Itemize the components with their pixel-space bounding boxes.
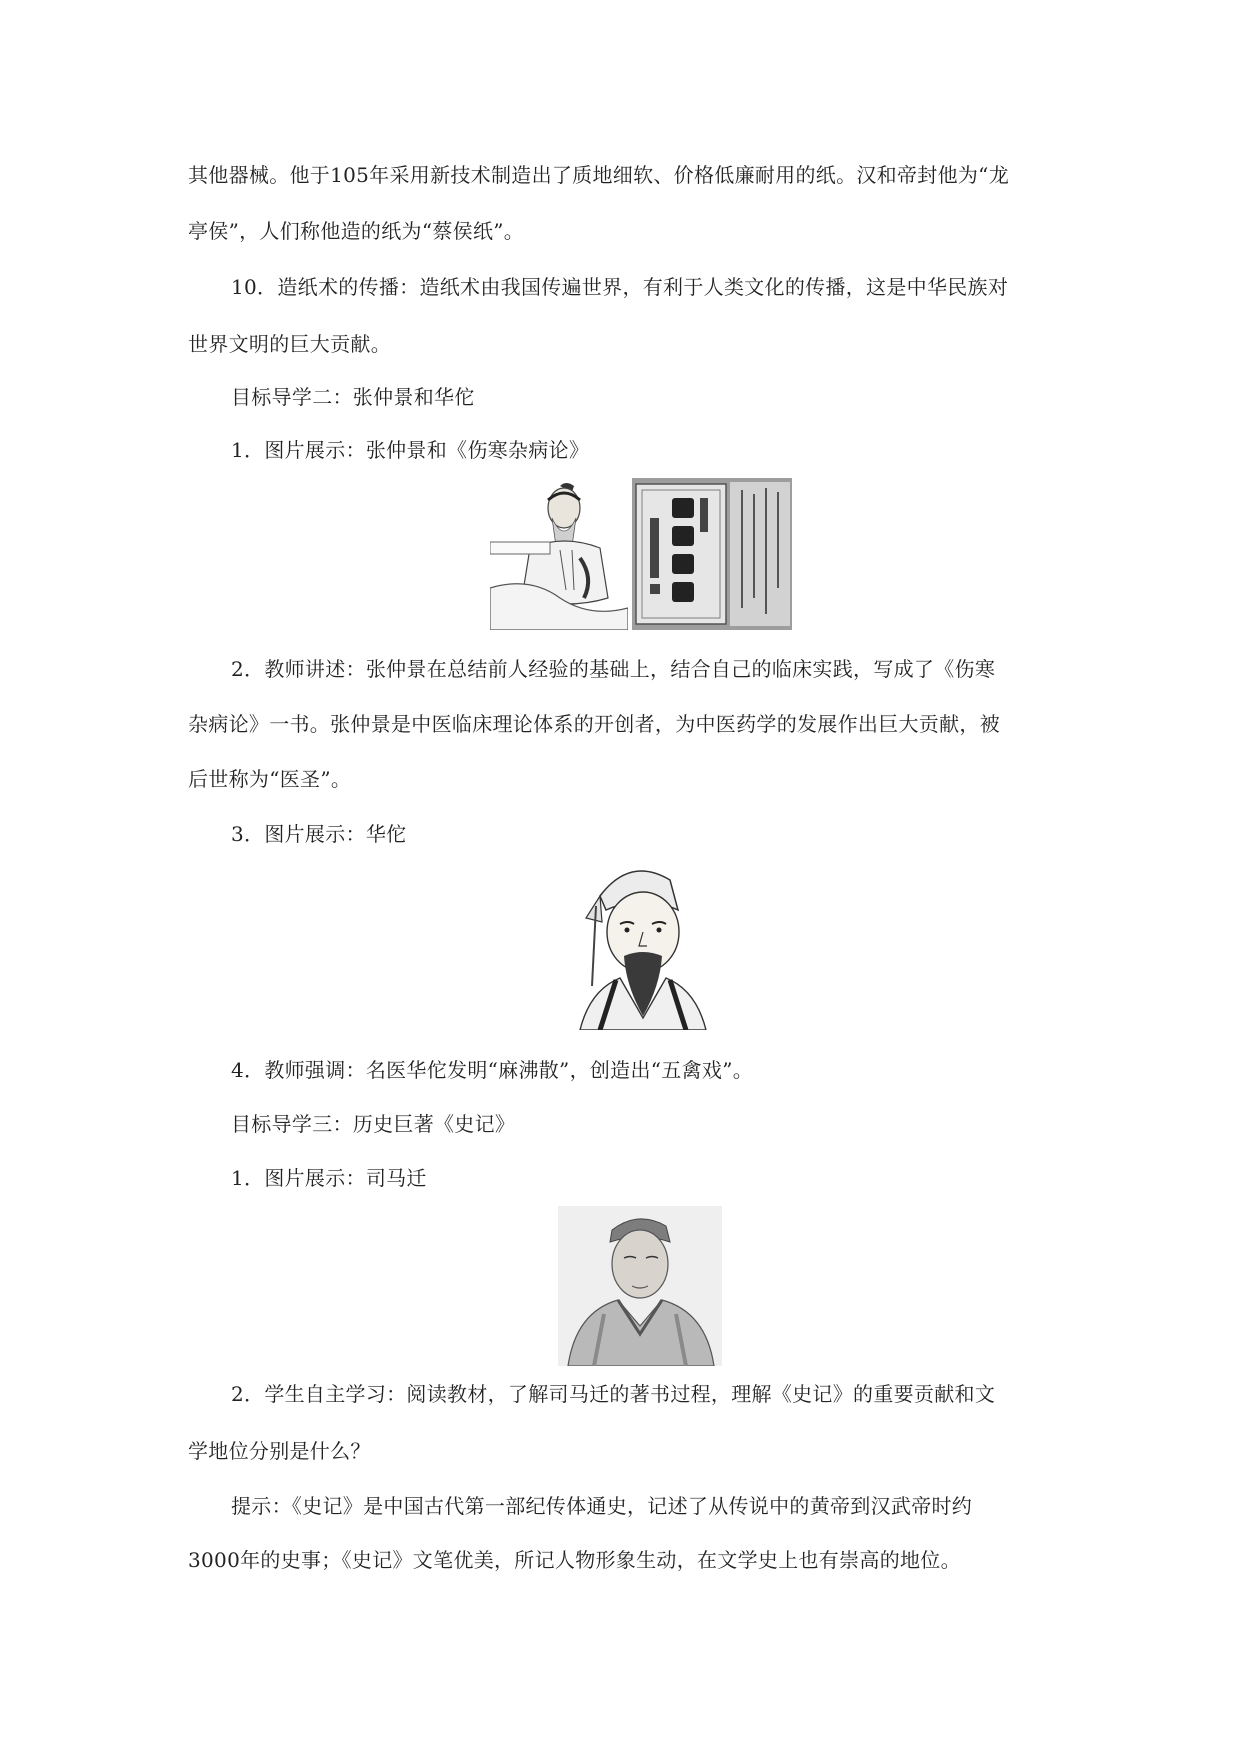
section-heading: 目标导学二：张仲景和华佗: [231, 385, 475, 409]
paragraph-line: 3000年的史事；《史记》文笔优美，所记人物形象生动，在文学史上也有崇高的地位。: [188, 1548, 961, 1572]
section-heading: 目标导学三：历史巨著《史记》: [231, 1112, 516, 1136]
sima-qian-portrait-image: [558, 1206, 722, 1366]
hua-tuo-portrait-image: [560, 866, 726, 1030]
paragraph-line: 2．学生自主学习：阅读教材，了解司马迁的著书过程，理解《史记》的重要贡献和文: [231, 1382, 996, 1406]
paragraph-line: 亭侯”，人们称他造的纸为“蔡侯纸”。: [188, 219, 525, 243]
paragraph-line: 2．教师讲述：张仲景在总结前人经验的基础上，结合自己的临床实践，写成了《伤寒: [231, 657, 996, 681]
paragraph-line: 4．教师强调：名医华佗发明“麻沸散”，创造出“五禽戏”。: [231, 1058, 754, 1082]
paragraph-line: 1．图片展示：司马迁: [231, 1166, 427, 1190]
paragraph-line: 提示：《史记》是中国古代第一部纪传体通史，记述了从传说中的黄帝到汉武帝时约: [231, 1494, 973, 1518]
paragraph-line: 学地位分别是什么？: [188, 1439, 371, 1463]
shanghan-zabinglun-book-image: [632, 478, 792, 630]
paragraph-line: 10．造纸术的传播：造纸术由我国传遍世界，有利于人类文化的传播，这是中华民族对: [231, 275, 1009, 299]
paragraph-line: 杂病论》一书。张仲景是中医临床理论体系的开创者，为中医药学的发展作出巨大贡献，被: [188, 712, 1000, 736]
zhang-zhongjing-portrait-image: [490, 478, 628, 630]
paragraph-line: 后世称为“医圣”。: [188, 767, 352, 791]
paragraph-line: 其他器械。他于105年采用新技术制造出了质地细软、价格低廉耐用的纸。汉和帝封他为“龙: [188, 163, 1009, 187]
paragraph-line: 1．图片展示：张仲景和《伤寒杂病论》: [231, 438, 590, 462]
paragraph-line: 世界文明的巨大贡献。: [188, 332, 391, 356]
paragraph-line: 3．图片展示：华佗: [231, 822, 407, 846]
